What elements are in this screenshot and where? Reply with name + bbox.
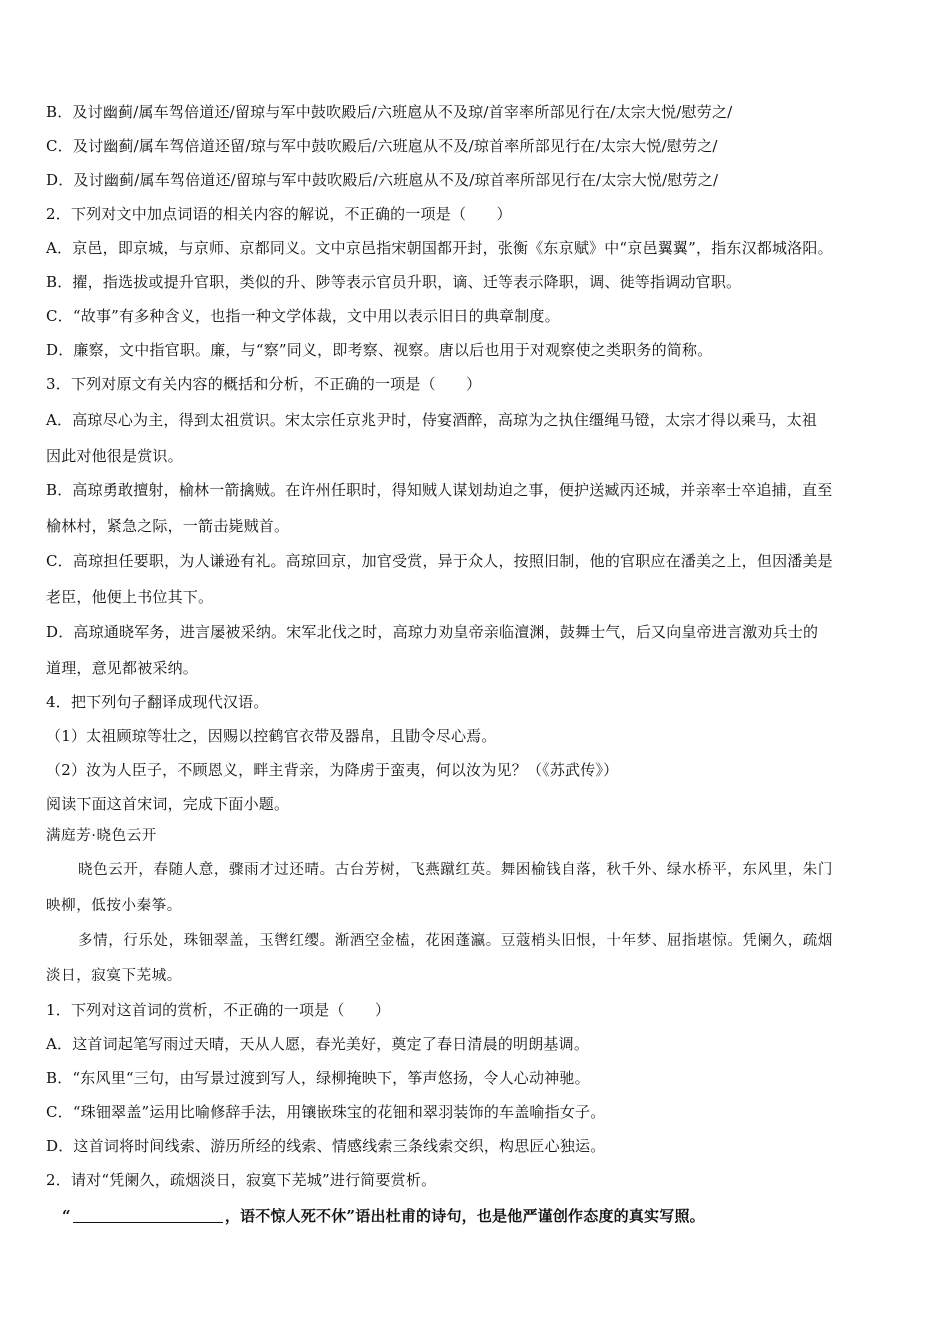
q3-option-a: A．高琼尽心为主，得到太祖赏识。宋太宗任京兆尹时，侍宴酒醉，高琼为之执住缰绳马镫，太宗才得以乘马，太祖 [46,411,818,429]
q3-option-d: D．高琼通晓军务，进言屡被采纳。宋军北伐之时，高琼力劝皇帝亲临澶渊，鼓舞士气，后又向皇帝进言激劝兵士的 [46,623,819,641]
option-c-line: C．及讨幽蓟/属车驾倍道还留/琼与军中鼓吹殿后/六班扈从不及/琼首率所部见行在/太宗大悦/慰劳之/ [46,137,718,155]
q3-option-b-cont: 榆林村，紧急之际，一箭击毙贼首。 [46,517,290,535]
poem-question-2: 2．请对“凭阑久，疏烟淡日，寂寞下芜城”进行简要赏析。 [46,1171,437,1189]
q3-option-d-cont: 道理，意见都被采纳。 [46,659,199,677]
question-3: 3．下列对原文有关内容的概括和分析，不正确的一项是（ ） [46,375,482,393]
q2-option-a: A．京邑，即京城，与京师、京都同义。文中京邑指宋朝国都开封，张衡《东京赋》中“京邑翼翼”，指东汉都城洛阳。 [46,239,833,257]
q3-option-c-cont: 老臣，他便上书位其下。 [46,588,214,606]
poem-question-1: 1．下列对这首词的赏析，不正确的一项是（ ） [46,1001,391,1019]
option-d-line: D．及讨幽蓟/属车驾倍道还/留琼与军中鼓吹殿后/六班扈从不及/琼首率所部见行在/太宗大悦/慰劳之/ [46,171,719,189]
poem-q1-option-b: B．“东风里“三句，由写景过渡到写人，绿柳掩映下，筝声悠扬，令人心动神驰。 [46,1069,590,1087]
q3-option-b: B．高琼勇敢擅射，榆林一箭擒贼。在许州任职时，得知贼人谋划劫迫之事，便护送臧丙还城，并亲率士卒追捕，直至 [46,481,833,499]
question-4: 4．把下列句子翻译成现代汉语。 [46,693,269,711]
poem-stanza-2: 多情，行乐处，珠钿翠盖，玉辔红缨。渐酒空金榼，花困蓬瀛。豆蔻梢头旧恨，十年梦、屈指堪惊。凭阑久，疏烟 [78,933,833,949]
fill-in-text: ，语不惊人死不休”语出杜甫的诗句，也是他严谨创作态度的真实写照。 [224,1207,705,1225]
q4-sentence-2: （2）汝为人臣子，不顾恩义，畔主背亲，为降虏于蛮夷，何以汝为见？（《苏武传》） [46,761,619,779]
q3-option-c: C．高琼担任要职，为人谦逊有礼。高琼回京，加官受赏，异于众人，按照旧制，他的官职应在潘美之上，但因潘美是 [46,552,833,570]
q4-sentence-1: （1）太祖顾琼等壮之，因赐以控鹤官衣带及器帛，且勖令尽心焉。 [46,727,497,745]
q2-option-d: D．廉察，文中指官职。廉，与“察”同义，即考察、视察。唐以后也用于对观察使之类职务的简称。 [46,341,713,359]
poem-q1-option-d: D．这首词将时间线索、游历所经的线索、情感线索三条线索交织，构思匠心独运。 [46,1137,606,1155]
poem-stanza-1: 晓色云开，春随人意，骤雨才过还晴。古台芳树，飞燕蹴红英。舞困榆钱自落，秋千外、绿水桥平，东风里，朱门 [78,862,833,878]
answer-blank[interactable] [73,1207,223,1223]
poem-q1-option-c: C．“珠钿翠盖”运用比喻修辞手法，用镶嵌珠宝的花钿和翠羽装饰的车盖喻指女子。 [46,1103,606,1121]
option-b-line: B．及讨幽蓟/属车驾倍道还/留琼与军中鼓吹殿后/六班扈从不及琼/首宰率所部见行在/太宗大悦/慰劳之/ [46,103,733,121]
poem-stanza-2-cont: 淡日，寂寞下芜城。 [46,968,182,984]
q2-option-b: B．擢，指选拔或提升官职，类似的升、陟等表示官员升职，谪、迁等表示降职，调、徙等指调动官职。 [46,273,742,291]
fill-in-question [62,1206,908,1226]
q2-option-c: C．“故事”有多种含义，也指一种文学体裁，文中用以表示旧日的典章制度。 [46,307,560,325]
open-quote: “ [62,1207,71,1225]
poem-q1-option-a: A．这首词起笔写雨过天晴，天从人愿，春光美好，奠定了春日清晨的明朗基调。 [46,1035,590,1053]
q3-option-a-cont: 因此对他很是赏识。 [46,447,183,465]
poem-stanza-1-cont: 映柳，低按小秦筝。 [46,898,182,914]
reading-instruction: 阅读下面这首宋词，完成下面小题。 [46,795,290,813]
poem-title: 满庭芳·晓色云开 [46,828,157,844]
question-2: 2．下列对文中加点词语的相关内容的解说，不正确的一项是（ ） [46,205,512,223]
